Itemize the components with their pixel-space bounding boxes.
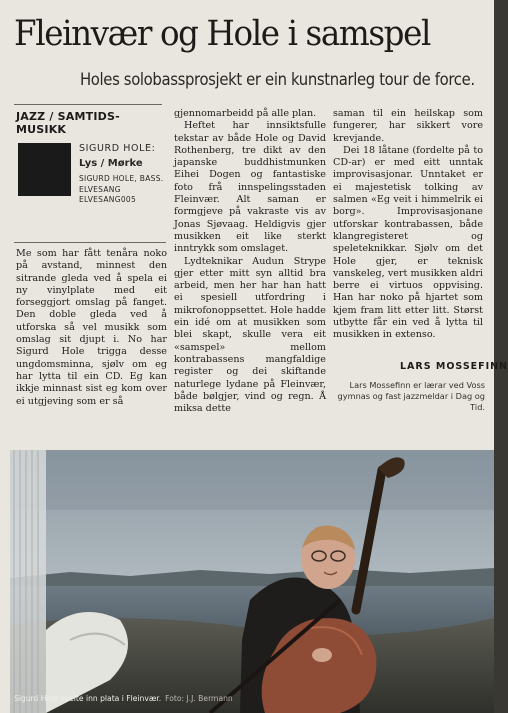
headline: Fleinvær og Hole i samspel [14, 14, 430, 54]
album-cover-image [18, 143, 71, 196]
paragraph: Me som har fått tenåra noko på avstand, minnest den sitrande gleda ved å spela ei ny vinylplate med eit forseggjort omslag på fanget. Den doble gleda ved å utforska så vel musikk som omslag sit djupt i. No har Sigurd Hole trigga desse ungdomsminna, sjølv om eg har lytta til ein CD. Eg kan ikkje minnast sist eg kom over ei utgjeving som er så [16, 248, 167, 407]
article-column-1 [16, 248, 167, 408]
author-bio: Lars Mossefinn er lærar ved Voss gymnas og fast jazzmeldar i Dag og Tid. [337, 380, 485, 412]
byline: LARS MOSSEFINN [400, 361, 508, 372]
section-rule [14, 104, 162, 105]
review-artist: SIGURD HOLE: [79, 143, 156, 154]
paragraph: Heftet har innsiktsfulle tekstar av både Hole og David Rothenberg, tre dikt av den japanske buddhistmunken Eihei Dogen og fantastiske foto frå innspelingsstaden Fleinvær. Alt saman er formgjeve på vakraste vis av Jonas Sjøvaag. Heldigvis gjer musikken eit like sterkt inntrykk som omslaget. [174, 120, 326, 255]
article-photo [10, 450, 494, 713]
paragraph: Lydteknikar Audun Strype gjer etter mitt syn alltid bra arbeid, men her har han hatt ei spesiell utfordring i mikrofonoppsettet. Hole hadde ein idé om at musikken som blei skapt, skulle vera eit «samspel» mellom kontrabassens mangfaldige register og dei skiftande naturlege lydane på Fleinvær, både bølgjer, vind og regn. Å miksa dette [174, 255, 326, 415]
photo-illustration [10, 450, 494, 713]
deck-subtitle: Holes solobassprosjekt er ein kunstnarleg tour de force. [80, 70, 475, 89]
photo-credit: Foto: J.J. Bermann [165, 694, 233, 703]
photo-caption [14, 694, 233, 703]
review-box-rule [14, 242, 166, 243]
article-column-2 [174, 108, 326, 415]
caption-text: Sigurd Hole spelte inn plata i Fleinvær. [14, 694, 162, 703]
review-box [79, 143, 169, 206]
review-meta: SIGURD HOLE, BASS. ELVESANG ELVESANG005 [79, 174, 164, 204]
review-title: Lys / Mørke [79, 158, 143, 169]
section-label: JAZZ / SAMTIDS-MUSIKK [16, 110, 120, 136]
paragraph: Dei 18 låtane (fordelte på to CD-ar) er med eitt unntak improvisasjonar. Unntaket er ei majestetisk tolking av salmen «Eg veit i himmelrik ei borg». Improvisasjonane utforskar kontrabassen, både klangregisteret og speleteknikkar. Sjølv om det Hole gjer, er teknisk vanskeleg, vert musikken aldri berre ei virtuos oppvising. Han har noko på hjartet som kjem fram litt etter litt. Størst utbytte får ein ved å lytta til musikken in extenso. [333, 144, 483, 341]
paragraph: saman til ein heilskap som fungerer, har sikkert vore krevjande. [333, 108, 483, 144]
article-column-3 [333, 108, 483, 342]
paragraph: gjennomarbeidd på alle plan. [174, 108, 317, 119]
